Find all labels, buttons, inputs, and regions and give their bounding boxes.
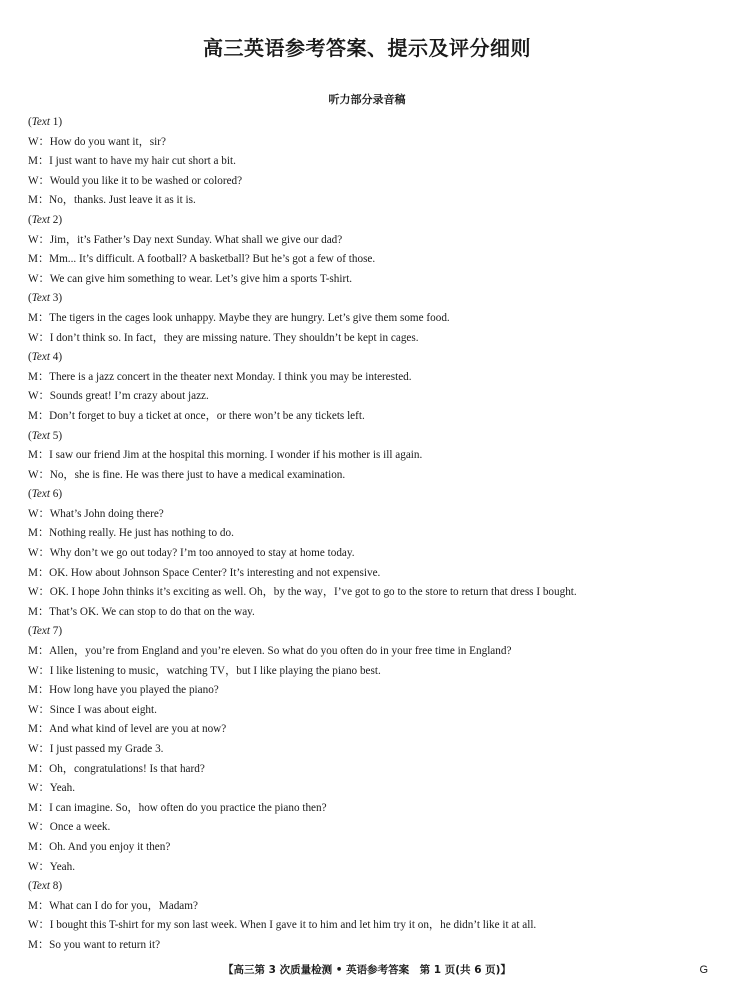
dialogue-line: W：Yeah. [28,860,76,873]
text-heading [28,211,708,231]
text-heading-open: ( [28,429,32,442]
dialogue-line: M：So you want to return it? [28,938,161,951]
dialogue-line: M：There is a jazz concert in the theater next Monday. I think you may be interested. [28,370,412,383]
dialogue-line: M：Mm... It’s difficult. A football? A basketball? But he’s got a few of those. [28,253,376,266]
dialogue-line: M：OK. How about Johnson Space Center? It’s interesting and not expensive. [28,566,381,579]
text-heading-number: 3) [49,292,63,305]
dialogue-line: M：Allen，you’re from England and you’re eleven. So what do you often do in your free time in England? [28,645,512,658]
text-heading-open: ( [28,625,32,638]
text-heading-label: Text [31,116,50,128]
text-heading-open: ( [28,116,32,128]
text-heading-open: ( [28,351,32,364]
dialogue-line: M：What can I do for you，Madam? [28,899,198,912]
text-heading-label: Text [31,880,50,893]
text-heading-label: Text [31,625,50,638]
text-heading [28,622,708,642]
text-heading [28,877,708,897]
dialogue-line: M：That’s OK. We can stop to do that on the way. [28,605,255,618]
text-heading-number: 8) [49,880,63,893]
dialogue-line: W：I bought this T-shirt for my son last week. When I gave it to him and let him try it on，he didn’t like it at all. [28,919,537,932]
text-heading-label: Text [31,292,50,305]
dialogue-line: W：Yeah. [28,782,76,795]
dialogue-line: W：We can give him something to wear. Let’s give him a sports T-shirt. [28,272,353,285]
text-heading-open: ( [28,292,32,305]
page-footer: 【高三第 3 次质量检测 • 英语参考答案 第 1 页(共 6 页)】 [223,964,511,976]
text-heading-open: ( [28,488,32,501]
dialogue-line: M：I can imagine. So，how often do you practice the piano then? [28,801,327,814]
text-heading-number: 4) [49,351,63,364]
dialogue-line: M：And what kind of level are you at now? [28,723,227,736]
dialogue-line: M：No，thanks. Just leave it as it is. [28,194,196,207]
text-heading-number: 7) [49,625,63,638]
text-heading-number: 5) [49,429,63,442]
dialogue-line: W：No，she is fine. He was there just to have a medical examination. [28,468,346,481]
dialogue-line: W：I don’t think so. In fact，they are missing nature. They shouldn’t be kept in cages. [28,331,419,344]
text-heading-open: ( [28,213,32,226]
text-heading-number: 2) [49,213,63,226]
dialogue-line: W：I just passed my Grade 3. [28,743,164,755]
text-heading-label: Text [31,351,50,364]
dialogue-line: M：I saw our friend Jim at the hospital this morning. I wonder if his mother is ill again. [28,449,423,462]
text-heading [28,113,708,133]
text-heading [28,348,708,368]
text-heading-label: Text [31,213,50,226]
text-heading-label: Text [31,429,50,442]
dialogue-line: M：I just want to have my hair cut short a bit. [28,155,236,168]
text-heading [28,289,708,309]
transcript [28,113,708,956]
dialogue-line: W：Jim，it’s Father’s Day next Sunday. What shall we give our dad? [28,233,343,246]
dialogue-line: M：Nothing really. He just has nothing to do. [28,527,234,540]
dialogue-line: W：How do you want it，sir? [28,135,166,148]
dialogue-line: M：Oh. And you enjoy it then? [28,840,171,853]
dialogue-line: W：Once a week. [28,821,111,834]
corner-mark: G [699,964,708,976]
text-heading-number: 6) [49,488,63,501]
dialogue-line: W：Since I was about eight. [28,703,157,716]
dialogue-line: W：OK. I hope John thinks it’s exciting as well. Oh，by the way，I’ve got to go to the store to return that dress I bought. [28,586,577,599]
dialogue-line: W：I like listening to music，watching TV，but I like playing the piano best. [28,664,381,677]
text-heading [28,427,708,447]
text-heading-label: Text [31,488,50,501]
document-title: 高三英语参考答案、提示及评分细则 [203,36,531,60]
dialogue-line: W：What’s John doing there? [28,507,164,520]
dialogue-line: W：Sounds great! I’m crazy about jazz. [28,390,209,403]
text-heading-number: 1) [49,116,63,128]
dialogue-line: M：How long have you played the piano? [28,684,219,697]
dialogue-line: M：Oh，congratulations! Is that hard? [28,762,205,775]
dialogue-line: W：Would you like it to be washed or colored? [28,174,243,187]
text-heading [28,485,708,505]
dialogue-line: W：Why don’t we go out today? I’m too annoyed to stay at home today. [28,547,355,560]
section-title: 听力部分录音稿 [328,93,406,106]
dialogue-line: M：Don’t forget to buy a ticket at once，or there won’t be any tickets left. [28,409,365,422]
text-heading-open: ( [28,880,32,893]
dialogue-line: M：The tigers in the cages look unhappy. Maybe they are hungry. Let’s give them some food. [28,311,450,324]
